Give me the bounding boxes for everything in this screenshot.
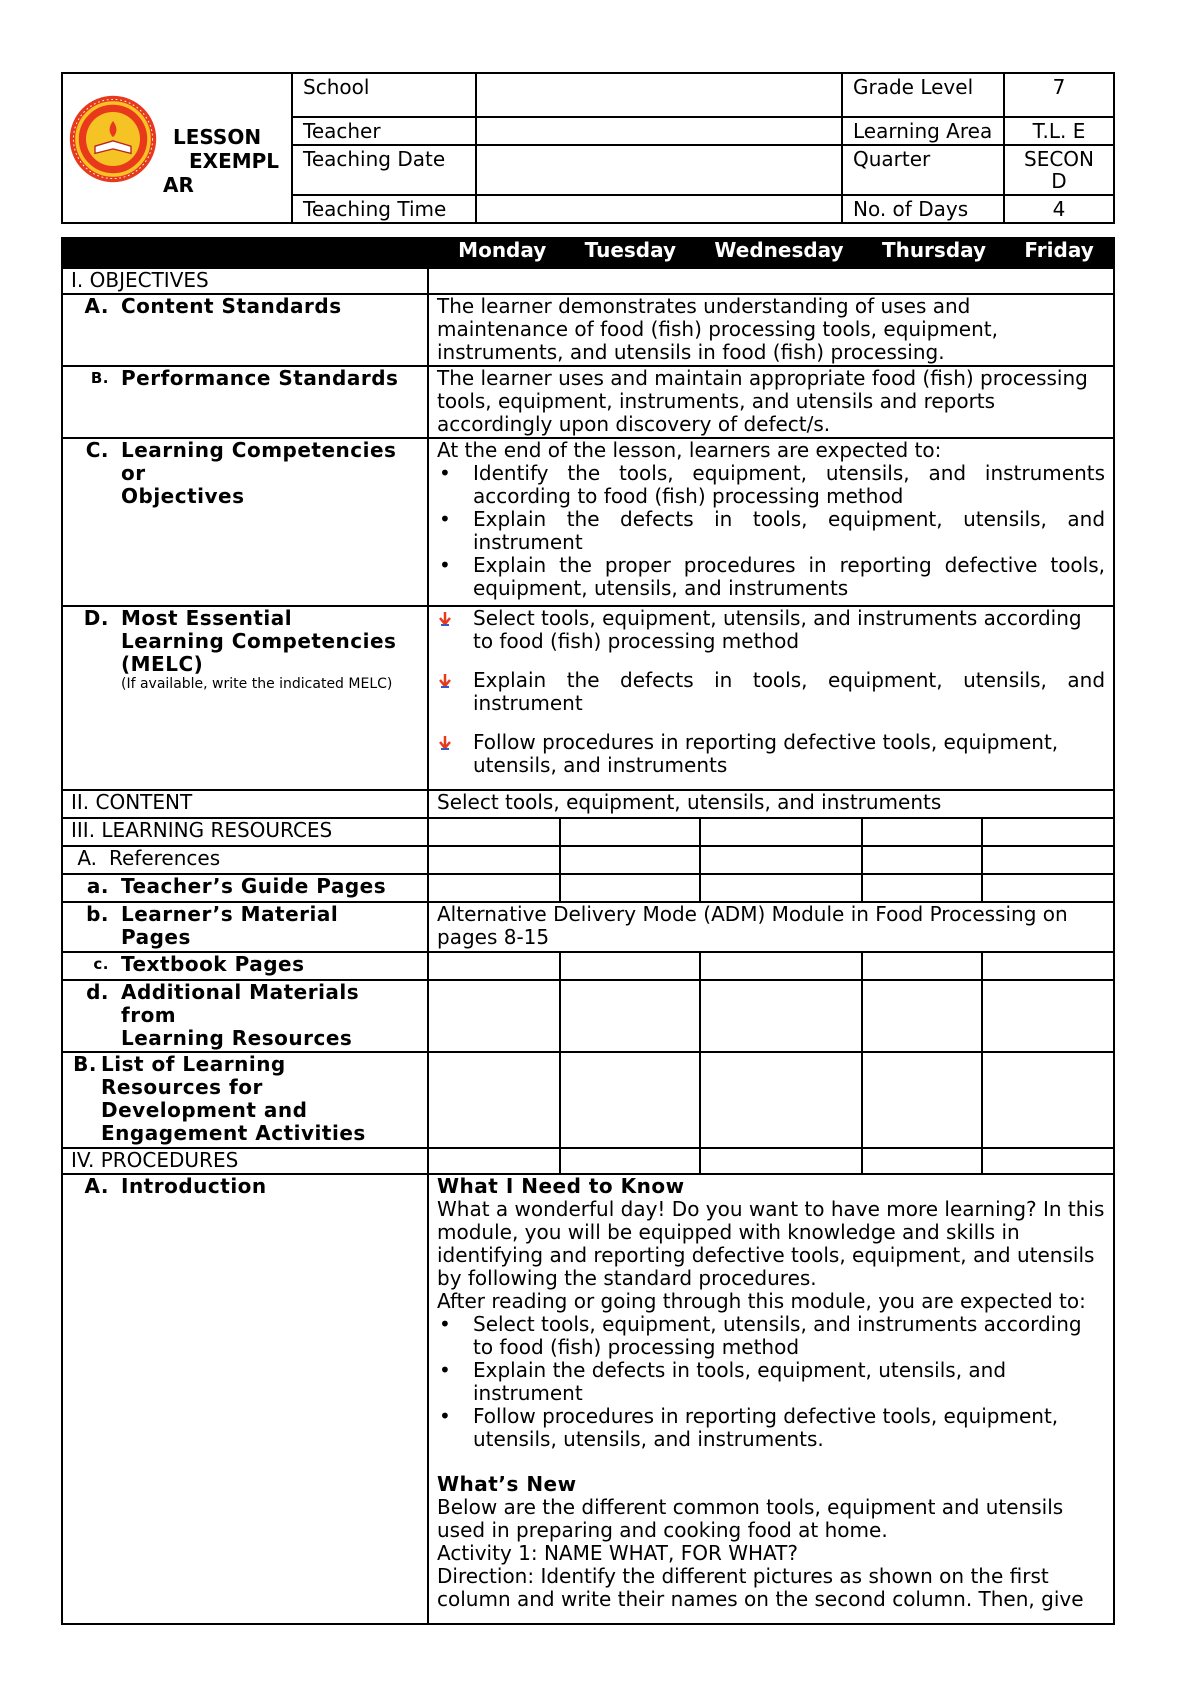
days-count-label: No. of Days [842,195,1004,223]
lesson-title-line2: EXEMPL [189,149,280,173]
arrow-bullet-icon [437,611,453,627]
list-item: • Explain the defects in tools, equipment, utensils, and instrument [437,508,1105,554]
day-header-row [62,238,1114,268]
introduction-content [428,1174,1114,1624]
arrow-bullet-icon [437,735,453,751]
day-friday: Friday [1024,238,1094,262]
day-monday: Monday [458,238,547,262]
references-label: A. References [62,846,428,874]
teaching-time-label: Teaching Time [292,195,476,223]
objectives-title: I. OBJECTIVES [62,268,428,294]
melc-note: (If available, write the indicated MELC) [121,676,393,692]
arrow-bullet-icon [437,673,453,689]
teaching-date-label: Teaching Date [292,145,476,195]
list-item: • Identify the tools, equipment, utensils, and instruments according to food (fish) processing method [437,462,1105,508]
teachers-guide-label: a. Teacher’s Guide Pages [62,874,428,902]
learning-area-value[interactable]: T.L. E [1004,117,1114,145]
list-item: • Explain the defects in tools, equipment, utensils, and instrument [437,1359,1105,1405]
procedures-title: IV. PROCEDURES [62,1148,428,1174]
quarter-value[interactable]: SECON D [1004,145,1114,195]
learners-material-label: b. Learner’s Material Pages [62,902,428,952]
expectations-intro: After reading or going through this module, you are expected to: [437,1289,1086,1313]
content-title: II. CONTENT [62,790,428,818]
day-thursday: Thursday [881,238,987,262]
competencies-label: C. Learning Competencies or Objectives [62,438,428,606]
lesson-plan-table [61,237,1115,1625]
day-header-blank [62,238,428,268]
day-tuesday: Tuesday [584,238,677,262]
list-item: Follow procedures in reporting defective tools, equipment, utensils, and instruments [437,731,1105,777]
list-item: • Follow procedures in reporting defective tools, equipment, utensils, utensils, and instruments. [437,1405,1105,1451]
whats-new-title: What’s New [437,1472,577,1496]
competencies-intro: At the end of the lesson, learners are expected to: [437,438,942,462]
lesson-title-line3: AR [163,173,194,197]
content-text: Select tools, equipment, utensils, and instruments [428,790,1114,818]
what-i-need-to-know-title: What I Need to Know [437,1174,685,1198]
list-item: Explain the defects in tools, equipment, utensils, and instrument [437,669,1105,715]
grade-level-label: Grade Level [842,73,1004,117]
additional-materials-label: d. Additional Materials from Learning Resources [62,980,428,1052]
learners-material-text: Alternative Delivery Mode (ADM) Module in Food Processing on pages 8-15 [428,902,1114,952]
learning-area-label: Learning Area [842,117,1004,145]
performance-standards-label: B. Performance Standards [62,366,428,438]
expectations-list [437,1313,1105,1451]
whats-new-text: Below are the different common tools, equipment and utensils used in preparing and cooking food at home. [437,1495,1064,1542]
melc-label: D. Most Essential Learning Competencies (MELC) (If available, write the indicated MELC) [62,606,428,790]
melc-content [428,606,1114,790]
teaching-time-value[interactable] [476,195,842,223]
melc-list [437,607,1105,777]
activity-direction: Direction: Identify the different pictures as shown on the first column and write their names on the second column. Then, give [437,1564,1084,1611]
teacher-value[interactable] [476,117,842,145]
lesson-title-line1: LESSON [173,125,262,149]
grade-level-value[interactable]: 7 [1004,73,1114,117]
list-item: • Explain the proper procedures in reporting defective tools, equipment, utensils, and instruments [437,554,1105,600]
competencies-content [428,438,1114,606]
school-label: School [292,73,476,117]
resources-title: III. LEARNING RESOURCES [62,818,428,846]
content-standards-text: The learner demonstrates understanding of uses and maintenance of food (fish) processing tools, equipment, instruments, and utensils in food (fish) processing. [428,294,1114,366]
activity-title: Activity 1: NAME WHAT, FOR WHAT? [437,1541,799,1565]
performance-standards-text: The learner uses and maintain appropriate food (fish) processing tools, equipment, instruments, and utensils and reports accordingly upon discovery of defect/s. [428,366,1114,438]
learning-resources-list-label: B. List of Learning Resources for Development and Engagement Activities [62,1052,428,1148]
competencies-list [437,462,1105,600]
introduction-label: A. Introduction [62,1174,428,1624]
quarter-label: Quarter [842,145,1004,195]
teacher-label: Teacher [292,117,476,145]
list-item: • Select tools, equipment, utensils, and instruments according to food (fish) processing method [437,1313,1105,1359]
logo-cell [62,73,292,223]
textbook-pages-label: c. Textbook Pages [62,952,428,980]
header-table [61,72,1115,224]
teaching-date-value[interactable] [476,145,842,195]
list-item: Select tools, equipment, utensils, and instruments according to food (fish) processing method [437,607,1105,653]
day-wednesday: Wednesday [714,238,844,262]
school-seal-icon [68,94,158,184]
what-i-need-to-know-text: What a wonderful day! Do you want to have more learning? In this module, you will be equipped with knowledge and skills in identifying and reporting defective tools, equipment, and utensils by following the standard procedures. [437,1197,1105,1290]
content-standards-label: A. Content Standards [62,294,428,366]
school-value[interactable] [476,73,842,117]
days-count-value[interactable]: 4 [1004,195,1114,223]
